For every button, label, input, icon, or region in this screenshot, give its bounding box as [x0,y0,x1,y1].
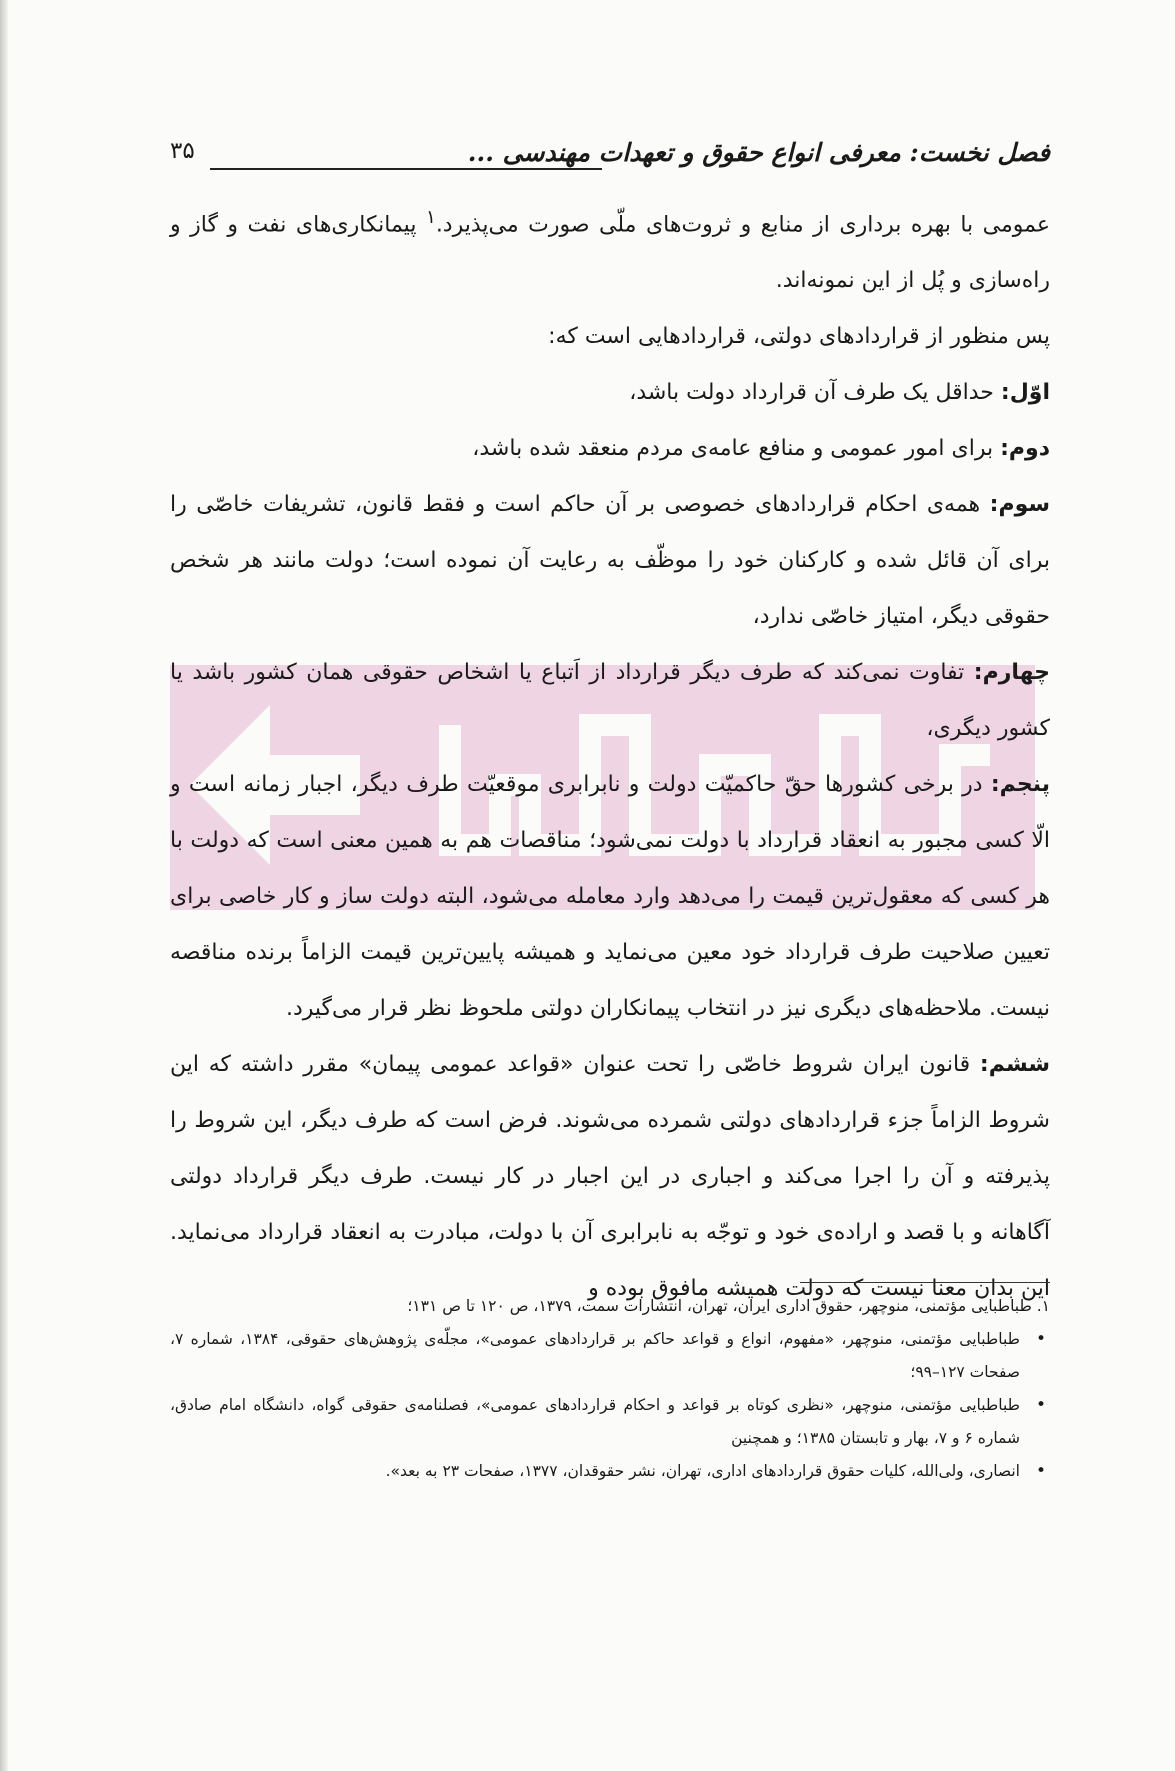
footnote-1: ۱. طباطبایی مؤتمنی، منوچهر، حقوق اداری ایران، تهران، انتشارات سمت، ۱۳۷۹، ص ۱۲۰ تا ص ۱۳۱؛ [407,1297,1050,1315]
list-item-third [170,477,1050,645]
list-item-first [170,365,1050,421]
paragraph-definition: پس منظور از قراردادهای دولتی، قراردادهایی است که: [548,324,1050,350]
item-text: تفاوت نمی‌کند که طرف دیگر قرارداد از اَتباع یا اشخاص حقوقی همان کشور باشد یا کشور دیگری، [170,660,1050,742]
footnote-separator [800,1282,1050,1283]
item-term: سوم: [989,492,1050,518]
item-term: اوّل: [1000,380,1050,406]
item-text: برای امور عمومی و منافع عامه‌ی مردم منعقد شده باشد، [472,436,1001,462]
bullet-icon: • [1035,1461,1046,1481]
item-term: چهارم: [973,660,1050,686]
list-item-fourth [170,645,1050,757]
item-text: قانون ایران شروط خاصّی را تحت عنوان «قواعد عمومی پیمان» مقرر داشته که این شروط الزاماً جزء قراردادهای دولتی شمرده می‌شوند. فرض است که طرف دیگر، این شروط را پذیرفته و آن را اجرا می‌کند و اجباری در این اجبار در کار نیست. طرف دیگر قرارداد دولتی آگاهانه و با قصد و اراده‌ی خود و توجّه به نابرابری آن با دولت، مبادرت به انعقاد قرارداد می‌نماید. این بدان معنا نیست که دولت همیشه مافوق بوده و [170,1052,1050,1302]
footnote-ref-1[interactable]: ۱ [425,207,436,228]
paragraph-intro-text: عمومی با بهره برداری از منابع و ثروت‌های ملّی صورت می‌پذیرد. [435,212,1050,238]
footnotes [170,1290,1050,1488]
footnote-bullet-item [170,1389,1050,1455]
item-text: همه‌ی احکام قراردادهای خصوصی بر آن حاکم است و فقط قانون، تشریفات خاصّی را برای آن قائل شده و کارکنان خود را موظّف به رعایت آن نموده است؛ دولت مانند هر شخص حقوقی دیگر، امتیاز خاصّی ندارد، [170,492,1050,630]
paragraph-intro-continuation: پیمانکاری‌های نفت و گاز و راه‌سازی و پُل از این نمونه‌اند. [170,212,1050,294]
body-text [170,190,1050,1317]
footnote-bullet-item [170,1323,1050,1389]
page-number: ۳۵ [170,138,195,164]
header-rule [210,168,602,170]
paragraph-intro [170,190,1050,309]
footnote-bullet-text: طباطبایی مؤتمنی، منوچهر، «نظری کوتاه بر قواعد و احکام قراردادهای عمومی»، فصلنامه‌ی حقوقی گواه، دانشگاه امام صادق، شماره ۶ و ۷، بهار و تابستان ۱۳۸۵؛ و همچنین [170,1396,1020,1447]
footnote-bullet-text: انصاری، ولی‌الله، کلیات حقوق قراردادهای اداری، تهران، نشر حقوقدان، ۱۳۷۷، صفحات ۲۳ به بعد». [385,1462,1020,1480]
item-term: پنجم: [990,772,1050,798]
footnote-bullet-text: طباطبایی مؤتمنی، منوچهر، «مفهوم، انواع و قواعد حاکم بر قراردادهای عمومی»، مجلّه‌ی پژوهش‌های حقوقی، ۱۳۸۴، شماره ۷، صفحات ۱۲۷–۹۹؛ [170,1330,1020,1381]
page-binding-shadow [0,0,8,1771]
item-text: حداقل یک طرف آن قرارداد دولت باشد، [629,380,1001,406]
footnote-bullet-item [170,1455,1050,1488]
chapter-title: فصل نخست: معرفی انواع حقوق و تعهدات مهندسی ... [467,138,1050,167]
list-item-second [170,421,1050,477]
list-item-sixth [170,1037,1050,1317]
item-term: ششم: [979,1052,1050,1078]
item-text: در برخی کشورها حقّ حاکمیّت دولت و نابرابری موقعیّت طرف دیگر، اجبار زمانه است و الّا کسی مجبور به انعقاد قرارداد با دولت نمی‌شود؛ مناقصات هم به همین معنی است که دولت با هر کسی که معقول‌ترین قیمت را می‌دهد وارد معامله می‌شود، البته دولت ساز و کار خاصی برای تعیین صلاحیت طرف قرارداد خود معین می‌نماید و همیشه پایین‌ترین قیمت الزاماً برنده مناقصه نیست. ملاحظه‌های دیگری نیز در انتخاب پیمانکاران دولتی ملحوظ نظر قرار می‌گیرد. [170,772,1050,1022]
item-term: دوم: [1000,436,1050,462]
bullet-icon: • [1035,1329,1046,1349]
list-item-fifth [170,757,1050,1037]
running-header [170,138,1050,178]
bullet-icon: • [1035,1395,1046,1415]
